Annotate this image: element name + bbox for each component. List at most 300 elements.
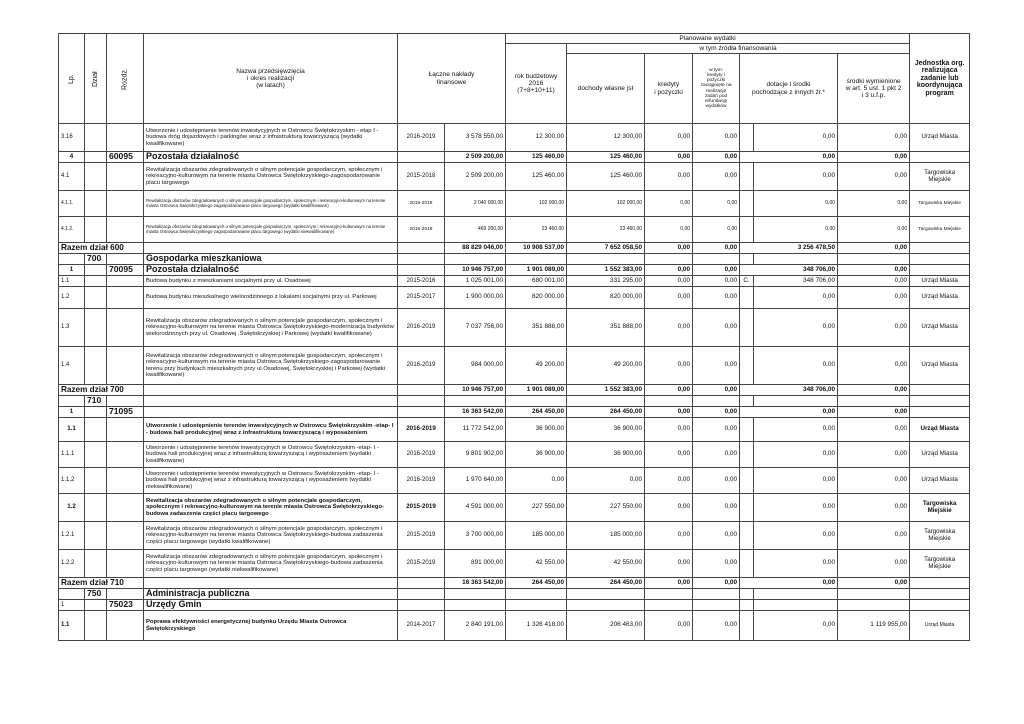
credits: 0,00 bbox=[645, 418, 693, 442]
total-cost: 2 040 000,00 bbox=[445, 191, 506, 217]
credits-refund: 0,00 bbox=[693, 442, 740, 468]
credits: 0,00 bbox=[645, 124, 693, 152]
credits-refund: 0,00 bbox=[693, 385, 740, 396]
empty-cell bbox=[910, 407, 970, 418]
empty-cell bbox=[398, 578, 445, 589]
header-w-tym-kredyty: w tym: kredyty i pożyczki zaciągnięte na realizację zadań pod refundację wydatków bbox=[693, 54, 740, 124]
own-income: 331 295,00 bbox=[567, 276, 645, 287]
project-name: Budowa budynku z mieszkaniami socjalnymi przy ul. Osadowej bbox=[144, 276, 398, 287]
empty-cell bbox=[910, 396, 970, 407]
table-row bbox=[59, 589, 970, 600]
empty-cell bbox=[85, 265, 107, 276]
eu-funds: 0,00 bbox=[838, 309, 910, 347]
eu-funds: 0,00 bbox=[838, 468, 910, 494]
empty-cell bbox=[85, 468, 107, 494]
empty-cell bbox=[567, 600, 645, 611]
header-dotacje: dotacje i środki pochodzące z innych źr.* bbox=[740, 54, 838, 124]
empty-cell bbox=[754, 600, 838, 611]
empty-cell bbox=[740, 600, 754, 611]
empty-cell bbox=[910, 254, 970, 265]
budget-year: 102 000,00 bbox=[506, 191, 567, 217]
header-rozdz: Rozdz. bbox=[107, 34, 144, 124]
grants: 0,00 bbox=[754, 191, 838, 217]
grant-mark bbox=[740, 309, 754, 347]
eu-funds: 0,00 bbox=[838, 276, 910, 287]
rozdzial-code: 75023 bbox=[107, 600, 144, 611]
total-cost: 1 900 000,00 bbox=[445, 287, 506, 309]
table-row bbox=[59, 124, 970, 152]
table-row bbox=[59, 550, 970, 578]
budget-year: 10 908 537,00 bbox=[506, 243, 567, 254]
empty-cell bbox=[398, 396, 445, 407]
header-w-tym-zrodla: w tym źródła finansowania bbox=[567, 44, 910, 54]
table-row bbox=[59, 578, 970, 589]
grant-mark bbox=[740, 287, 754, 309]
eu-funds: 0,00 bbox=[838, 385, 910, 396]
project-name: Utworzenie i udostępnienie terenów inwestycyjnych w Ostrowcu Świętokrzyskim -etap- I - budowa hali produkcyjnej wraz z infrastrukturą towarzyszącą i wyposażeniem bbox=[144, 418, 398, 442]
credits-refund: 0,00 bbox=[693, 191, 740, 217]
budget-year: 185 000,00 bbox=[506, 522, 567, 550]
empty-cell bbox=[398, 600, 445, 611]
implementing-unit: Urząd Miasta bbox=[910, 124, 970, 152]
implementing-unit: Urząd Miasta bbox=[910, 418, 970, 442]
empty-cell bbox=[506, 589, 567, 600]
empty-cell bbox=[85, 276, 107, 287]
total-cost: 88 829 046,00 bbox=[445, 243, 506, 254]
grants: 348 706,00 bbox=[754, 276, 838, 287]
table-row bbox=[59, 243, 970, 254]
grant-mark bbox=[740, 442, 754, 468]
table-row bbox=[59, 396, 970, 407]
row-lp: 4.1.2. bbox=[59, 217, 85, 243]
empty-cell bbox=[693, 589, 740, 600]
empty-cell bbox=[740, 396, 754, 407]
total-cost: 891 000,00 bbox=[445, 550, 506, 578]
row-lp: 1.1 bbox=[59, 418, 85, 442]
empty-cell bbox=[645, 254, 693, 265]
table-row bbox=[59, 347, 970, 385]
table-row bbox=[59, 287, 970, 309]
own-income: 36 900,00 bbox=[567, 442, 645, 468]
row-lp: 1.1 bbox=[59, 611, 85, 641]
empty-cell bbox=[506, 396, 567, 407]
rozdzial-code: 71095 bbox=[107, 407, 144, 418]
budget-year: 36 900,00 bbox=[506, 418, 567, 442]
empty-cell bbox=[506, 600, 567, 611]
empty-cell bbox=[85, 418, 107, 442]
empty-cell bbox=[838, 589, 910, 600]
project-period: 2016-2019 bbox=[398, 418, 445, 442]
budget-year: 0,00 bbox=[506, 468, 567, 494]
grants: 0,00 bbox=[754, 468, 838, 494]
row-lp: 1 bbox=[59, 600, 85, 611]
eu-funds: 0,00 bbox=[838, 217, 910, 243]
budget-year: 680 001,00 bbox=[506, 276, 567, 287]
empty-cell bbox=[693, 254, 740, 265]
credits-refund: 0,00 bbox=[693, 243, 740, 254]
grants: 0,00 bbox=[754, 287, 838, 309]
empty-cell bbox=[398, 254, 445, 265]
table-row bbox=[59, 276, 970, 287]
project-name: Rewitalizacja obszarów zdegradowanych o silnym potencjale gospodarczym, społecznym i rekreacyjno-kulturowym na terenie miasta Ostrowca Świętokrzyskiego-zagospodarowanie placu targowego bbox=[144, 163, 398, 191]
credits: 0,00 bbox=[645, 265, 693, 276]
own-income: 227 550,00 bbox=[567, 494, 645, 522]
grant-mark bbox=[740, 191, 754, 217]
project-period: 2015-2018 bbox=[398, 191, 445, 217]
empty-cell bbox=[567, 589, 645, 600]
grants: 0,00 bbox=[754, 163, 838, 191]
razem-label: Razem dział 710 bbox=[59, 578, 144, 589]
header-jednostka: Jednostka org. realizująca zadanie lub koordynująca program bbox=[910, 34, 970, 124]
table-row bbox=[59, 600, 970, 611]
credits: 0,00 bbox=[645, 494, 693, 522]
project-period: 2015-2019 bbox=[398, 494, 445, 522]
empty-cell bbox=[107, 550, 144, 578]
own-income: 7 652 058,50 bbox=[567, 243, 645, 254]
project-name: Poprawa efektywności energetycznej budynku Urzędu Miasta Ostrowca Świętokrzyskiego bbox=[144, 611, 398, 641]
dzial-code: 710 bbox=[85, 396, 107, 407]
eu-funds: 0,00 bbox=[838, 522, 910, 550]
eu-funds: 0,00 bbox=[838, 163, 910, 191]
budget-year: 1 901 089,00 bbox=[506, 385, 567, 396]
grants: 0,00 bbox=[754, 124, 838, 152]
credits: 0,00 bbox=[645, 276, 693, 287]
empty-cell bbox=[107, 347, 144, 385]
header-laczne: Łączne nakłady finansowe bbox=[398, 34, 506, 124]
project-period: 2015-2019 bbox=[398, 522, 445, 550]
empty-cell bbox=[59, 589, 85, 600]
credits-refund: 0,00 bbox=[693, 287, 740, 309]
empty-cell bbox=[645, 396, 693, 407]
empty-cell bbox=[85, 407, 107, 418]
empty-cell bbox=[398, 385, 445, 396]
empty-cell bbox=[144, 243, 398, 254]
row-lp: 1.1.1 bbox=[59, 442, 85, 468]
grants: 348 706,00 bbox=[740, 385, 838, 396]
header-srodki: środki wymienione w art. 5 ust. 1 pkt 2 i 3 u.f.p. bbox=[838, 54, 910, 124]
implementing-unit: Targowiska Miejskie bbox=[910, 522, 970, 550]
credits-refund: 0,00 bbox=[693, 522, 740, 550]
project-name: Utworzenie i udostępnienie terenów inwestycyjnych w Ostrowcu Świętokrzyskim -etap- I - budowa hali produkcyjnej wraz z infrastrukturą towarzyszącą i wyposażeniem (wydatki niekwalifikowane) bbox=[144, 468, 398, 494]
empty-cell bbox=[910, 152, 970, 163]
implementing-unit: Targowiska Miejskie bbox=[910, 163, 970, 191]
budget-year: 125 460,00 bbox=[506, 152, 567, 163]
eu-funds: 0,00 bbox=[838, 407, 910, 418]
budget-year: 227 550,00 bbox=[506, 494, 567, 522]
table-row bbox=[59, 385, 970, 396]
empty-cell bbox=[85, 217, 107, 243]
implementing-unit: Urząd Miasta bbox=[910, 347, 970, 385]
own-income: 49 200,00 bbox=[567, 347, 645, 385]
empty-cell bbox=[85, 347, 107, 385]
credits-refund: 0,00 bbox=[693, 124, 740, 152]
eu-funds: 0,00 bbox=[838, 287, 910, 309]
empty-cell bbox=[85, 124, 107, 152]
credits: 0,00 bbox=[645, 243, 693, 254]
project-period: 2016-2019 bbox=[398, 124, 445, 152]
empty-cell bbox=[85, 442, 107, 468]
credits-refund: 0,00 bbox=[693, 550, 740, 578]
dzial-name: Gospodarka mieszkaniowa bbox=[144, 254, 398, 265]
grant-mark bbox=[740, 418, 754, 442]
empty-cell bbox=[107, 191, 144, 217]
budget-sheet bbox=[58, 33, 969, 641]
own-income: 36 900,00 bbox=[567, 418, 645, 442]
budget-year: 125 460,00 bbox=[506, 163, 567, 191]
empty-cell bbox=[107, 217, 144, 243]
budget-year: 49 200,00 bbox=[506, 347, 567, 385]
empty-cell bbox=[85, 309, 107, 347]
table-row bbox=[59, 217, 970, 243]
table-row bbox=[59, 191, 970, 217]
empty-cell bbox=[85, 550, 107, 578]
dzial-code: 750 bbox=[85, 589, 107, 600]
project-name: Rewitalizacja obszarów zdegradowanych o silnym potencjale gospodarczym, społecznym i rekreacyjno-kulturowym na terenie miasta Ostrowca Świętokrzyskiego-zagospodarowanie placu targowego (wydatki kwalifikowane) bbox=[144, 191, 398, 217]
implementing-unit: Urząd Miasta bbox=[910, 611, 970, 641]
implementing-unit: Urząd Miasta bbox=[910, 309, 970, 347]
total-cost: 2 509 200,00 bbox=[445, 152, 506, 163]
credits: 0,00 bbox=[645, 287, 693, 309]
project-period: 2015-2019 bbox=[398, 550, 445, 578]
table-row bbox=[59, 163, 970, 191]
row-lp: 1.2.1 bbox=[59, 522, 85, 550]
total-cost: 1 025 001,00 bbox=[445, 276, 506, 287]
project-period: 2015-2018 bbox=[398, 217, 445, 243]
credits: 0,00 bbox=[645, 407, 693, 418]
credits: 0,00 bbox=[645, 442, 693, 468]
implementing-unit: Urząd Miasta bbox=[910, 276, 970, 287]
grant-mark bbox=[740, 124, 754, 152]
grants: 0,00 bbox=[740, 152, 838, 163]
empty-cell bbox=[107, 396, 144, 407]
grants: 3 256 478,50 bbox=[740, 243, 838, 254]
own-income: 351 888,00 bbox=[567, 309, 645, 347]
table-row bbox=[59, 254, 970, 265]
project-name: Rewitalizacja obszarów zdegradowanych o silnym potencjale gospodarczym, społecznym i rekreacyjno-kulturowym na terenie miasta Ostrowca Świętokrzyskiego-zagospodarowanie terenu przy budynkach mieszkalnych przy ul.Osadowej, Świętokrzyskiej i Parkowej (wydatki kwalifikowane) bbox=[144, 347, 398, 385]
empty-cell bbox=[85, 287, 107, 309]
credits-refund: 0,00 bbox=[693, 309, 740, 347]
empty-cell bbox=[107, 468, 144, 494]
table-row bbox=[59, 442, 970, 468]
own-income: 185 000,00 bbox=[567, 522, 645, 550]
empty-cell bbox=[506, 254, 567, 265]
empty-cell bbox=[107, 163, 144, 191]
total-cost: 16 363 542,00 bbox=[445, 407, 506, 418]
table-row bbox=[59, 309, 970, 347]
budget-year: 23 460,00 bbox=[506, 217, 567, 243]
empty-cell bbox=[910, 243, 970, 254]
own-income: 42 550,00 bbox=[567, 550, 645, 578]
total-cost: 984 000,00 bbox=[445, 347, 506, 385]
razem-label: Razem dział 700 bbox=[59, 385, 144, 396]
own-income: 102 000,00 bbox=[567, 191, 645, 217]
empty-cell bbox=[85, 191, 107, 217]
empty-cell bbox=[107, 494, 144, 522]
empty-cell bbox=[567, 254, 645, 265]
empty-cell bbox=[107, 276, 144, 287]
empty-cell bbox=[107, 442, 144, 468]
rozdzial-name bbox=[144, 407, 398, 418]
eu-funds: 0,00 bbox=[838, 494, 910, 522]
empty-cell bbox=[85, 611, 107, 641]
credits-refund: 0,00 bbox=[693, 163, 740, 191]
empty-cell bbox=[398, 243, 445, 254]
total-cost: 11 772 542,00 bbox=[445, 418, 506, 442]
dzial-name: Administracja publiczna bbox=[144, 589, 398, 600]
grants: 0,00 bbox=[754, 611, 838, 641]
eu-funds: 0,00 bbox=[838, 418, 910, 442]
empty-cell bbox=[838, 396, 910, 407]
empty-cell bbox=[85, 494, 107, 522]
grants: 0,00 bbox=[754, 442, 838, 468]
row-lp: 1.4 bbox=[59, 347, 85, 385]
rozdzial-code: 70095 bbox=[107, 265, 144, 276]
row-lp: 1 bbox=[59, 265, 85, 276]
table-row bbox=[59, 494, 970, 522]
empty-cell bbox=[398, 589, 445, 600]
grant-mark bbox=[740, 522, 754, 550]
own-income: 264 450,00 bbox=[567, 578, 645, 589]
eu-funds: 0,00 bbox=[838, 191, 910, 217]
table-row bbox=[59, 265, 970, 276]
credits: 0,00 bbox=[645, 550, 693, 578]
project-name: Utworzenie i udostępnienie terenów inwestycyjnych w Ostrowcu Świętokrzyskim - etap I -budowa dróg dojazdowych i parkingów wraz z infrastrukturą towarzyszącą (wydatki kwalifikowane) bbox=[144, 124, 398, 152]
empty-cell bbox=[59, 396, 85, 407]
own-income: 206 463,00 bbox=[567, 611, 645, 641]
total-cost: 469 200,00 bbox=[445, 217, 506, 243]
empty-cell bbox=[107, 522, 144, 550]
empty-cell bbox=[85, 163, 107, 191]
own-income: 125 460,00 bbox=[567, 163, 645, 191]
empty-cell bbox=[645, 589, 693, 600]
budget-year: 12 300,00 bbox=[506, 124, 567, 152]
own-income: 1 552 383,00 bbox=[567, 265, 645, 276]
table-row bbox=[59, 152, 970, 163]
dzial-code: 700 bbox=[85, 254, 107, 265]
project-name: Rewitalizacja obszarów zdegradowanych o silnym potencjale gospodarczym, społecznym i rekreacyjno-kulturowym na terenie miasta Ostrowca Świętokrzyskiego-budowa zadaszenia części placu targowego bbox=[144, 494, 398, 522]
empty-cell bbox=[85, 600, 107, 611]
empty-cell bbox=[445, 254, 506, 265]
implementing-unit: Targowiska Miejskie bbox=[910, 550, 970, 578]
grants: 0,00 bbox=[754, 309, 838, 347]
credits-refund: 0,00 bbox=[693, 152, 740, 163]
eu-funds: 1 119 955,00 bbox=[838, 611, 910, 641]
credits: 0,00 bbox=[645, 217, 693, 243]
budget-year: 820 000,00 bbox=[506, 287, 567, 309]
project-period: 2014-2017 bbox=[398, 611, 445, 641]
total-cost: 7 037 756,00 bbox=[445, 309, 506, 347]
credits: 0,00 bbox=[645, 309, 693, 347]
empty-cell bbox=[85, 152, 107, 163]
credits: 0,00 bbox=[645, 191, 693, 217]
grants: 0,00 bbox=[754, 418, 838, 442]
credits: 0,00 bbox=[645, 468, 693, 494]
row-lp: 4 bbox=[59, 152, 85, 163]
credits: 0,00 bbox=[645, 522, 693, 550]
project-name: Rewitalizacja obszarów zdegradowanych o silnym potencjale gospodarczym, społecznym i rekreacyjno-kulturowym na terenie miasta Ostrowca Świętokrzyskiego-budowa zadaszenia części placu targowego (wydatki niekwalifikowane) bbox=[144, 550, 398, 578]
own-income: 125 460,00 bbox=[567, 152, 645, 163]
project-name: Budowa budynku mieszkalnego wielorodzinnego z lokalami socjalnymi przy ul. Parkowej bbox=[144, 287, 398, 309]
row-lp: 4.1 bbox=[59, 163, 85, 191]
row-lp: 3.16 bbox=[59, 124, 85, 152]
implementing-unit: Targowiska Miejskie bbox=[910, 217, 970, 243]
credits-refund: 0,00 bbox=[693, 611, 740, 641]
project-period: 2015-2018 bbox=[398, 163, 445, 191]
empty-cell bbox=[838, 254, 910, 265]
credits-refund: 0,00 bbox=[693, 418, 740, 442]
empty-cell bbox=[910, 578, 970, 589]
grant-mark: C. bbox=[740, 276, 754, 287]
empty-cell bbox=[398, 407, 445, 418]
credits-refund: 0,00 bbox=[693, 265, 740, 276]
eu-funds: 0,00 bbox=[838, 347, 910, 385]
empty-cell bbox=[398, 265, 445, 276]
rozdzial-code: 60095 bbox=[107, 152, 144, 163]
implementing-unit: Urząd Miasta bbox=[910, 287, 970, 309]
grants: 0,00 bbox=[740, 578, 838, 589]
project-name: Rewitalizacja obszarów zdegradowanych o silnym potencjale gospodarczym, społecznym i rekreacyjno-kulturowym na terenie miasta Ostrowca Świętokrzyskiego-budowa zadaszenia części placu targowego (wydatki kwalifikowane) bbox=[144, 522, 398, 550]
grant-mark bbox=[740, 347, 754, 385]
own-income: 23 460,00 bbox=[567, 217, 645, 243]
grants: 0,00 bbox=[754, 494, 838, 522]
empty-cell bbox=[910, 589, 970, 600]
row-lp: 1.1 bbox=[59, 276, 85, 287]
total-cost: 2 509 200,00 bbox=[445, 163, 506, 191]
header-lp: Lp. bbox=[59, 34, 85, 124]
credits-refund: 0,00 bbox=[693, 407, 740, 418]
row-lp: 1 bbox=[59, 407, 85, 418]
header-dochody: dochody własne jst bbox=[567, 54, 645, 124]
total-cost: 4 591 000,00 bbox=[445, 494, 506, 522]
empty-cell bbox=[754, 589, 838, 600]
empty-cell bbox=[754, 254, 838, 265]
razem-label: Razem dział 600 bbox=[59, 243, 144, 254]
grants: 0,00 bbox=[754, 522, 838, 550]
empty-cell bbox=[144, 385, 398, 396]
credits-refund: 0,00 bbox=[693, 347, 740, 385]
empty-cell bbox=[567, 396, 645, 407]
project-period: 2016-2019 bbox=[398, 468, 445, 494]
grants: 0,00 bbox=[754, 217, 838, 243]
project-period: 2015-2016 bbox=[398, 276, 445, 287]
rozdzial-name: Urzędy Gmin bbox=[144, 600, 398, 611]
grants: 0,00 bbox=[754, 347, 838, 385]
credits-refund: 0,00 bbox=[693, 276, 740, 287]
budget-year: 1 901 089,00 bbox=[506, 265, 567, 276]
eu-funds: 0,00 bbox=[838, 243, 910, 254]
grants: 0,00 bbox=[754, 550, 838, 578]
total-cost: 9 801 902,00 bbox=[445, 442, 506, 468]
table-row bbox=[59, 418, 970, 442]
empty-cell bbox=[144, 578, 398, 589]
project-period: 2016-2019 bbox=[398, 309, 445, 347]
credits-refund: 0,00 bbox=[693, 217, 740, 243]
own-income: 12 300,00 bbox=[567, 124, 645, 152]
project-period: 2016-2019 bbox=[398, 347, 445, 385]
rozdzial-name: Pozostała działalność bbox=[144, 152, 398, 163]
eu-funds: 0,00 bbox=[838, 265, 910, 276]
budget-year: 36 900,00 bbox=[506, 442, 567, 468]
credits: 0,00 bbox=[645, 385, 693, 396]
header-rok: rok budżetowy 2016 (7+8+10+11) bbox=[506, 44, 567, 124]
row-lp: 4.1.1. bbox=[59, 191, 85, 217]
empty-cell bbox=[445, 589, 506, 600]
total-cost: 3 578 550,00 bbox=[445, 124, 506, 152]
credits: 0,00 bbox=[645, 152, 693, 163]
empty-cell bbox=[740, 254, 754, 265]
eu-funds: 0,00 bbox=[838, 550, 910, 578]
empty-cell bbox=[107, 418, 144, 442]
